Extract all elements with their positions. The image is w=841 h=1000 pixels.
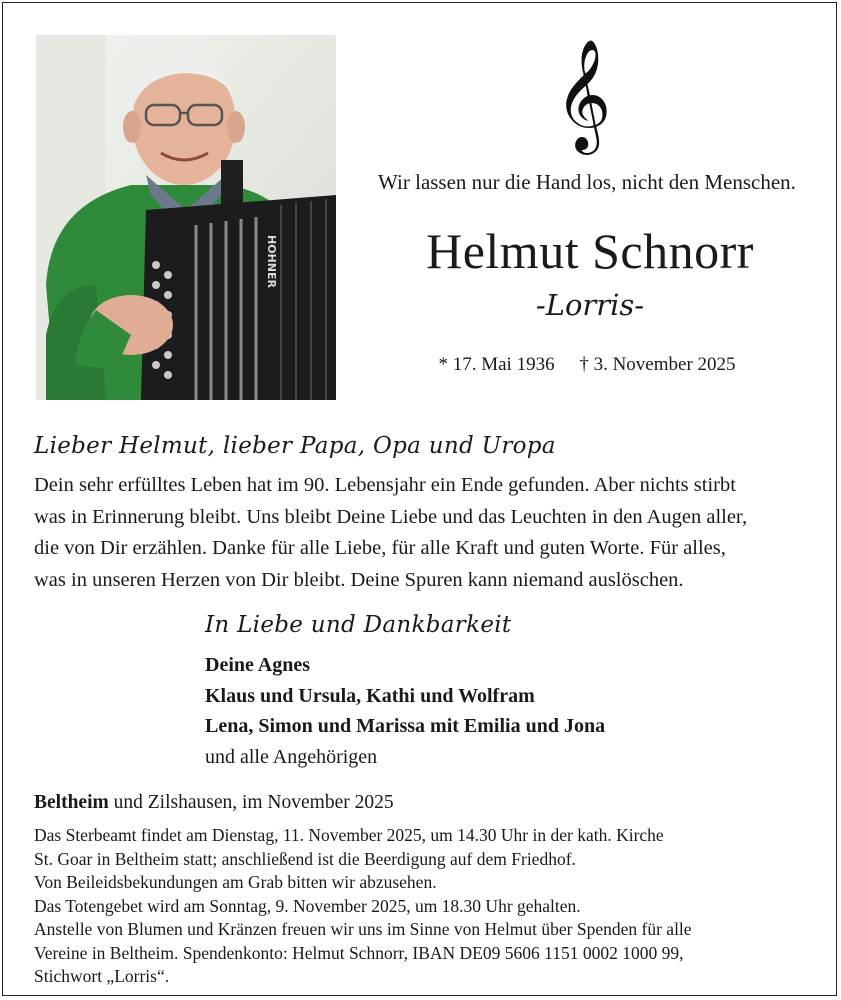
info-line: Stichwort „Lorris“. (34, 966, 170, 986)
message-line: Dein sehr erfülltes Leben hat im 90. Lebensjahr ein Ende gefunden. Aber nichts stirbt (34, 474, 736, 496)
town-name: Beltheim (34, 792, 109, 813)
info-line: Anstelle von Blumen und Kränzen freuen wir uns im Sinne von Helmut über Spenden für alle (34, 919, 692, 939)
motto: Wir lassen nur die Hand los, nicht den Menschen. (378, 170, 796, 194)
place-rest: und Zilshausen, im November 2025 (108, 792, 394, 813)
portrait-illustration (36, 35, 336, 400)
info-line: Vereine in Beltheim. Spendenkonto: Helmut Schnorr, IBAN DE09 5606 1151 0002 1000 99, (34, 942, 684, 963)
message-text (34, 470, 814, 596)
thanks-heading: In Liebe und Dankbarkeit (205, 612, 512, 638)
deceased-name: Helmut Schnorr (426, 223, 754, 279)
family-line: Lena, Simon und Marissa mit Emilia und Jona (205, 715, 606, 737)
treble-clef-icon: 𝄞 (554, 41, 612, 148)
family-line: und alle Angehörigen (205, 745, 378, 768)
family-list (205, 650, 605, 772)
family-line: Klaus und Ursula, Kathi und Wolfram (205, 684, 535, 707)
family-line: Deine Agnes (205, 654, 310, 676)
info-line: Das Sterbeamt findet am Dienstag, 11. November 2025, um 14.30 Uhr in der kath. Kirche (34, 825, 664, 845)
salutation: Lieber Helmut, lieber Papa, Opa und Uropa (34, 433, 556, 459)
accordion-brand-label: HOHNER (265, 235, 278, 288)
life-dates (352, 354, 822, 376)
info-line: Das Totengebet wird am Sonntag, 9. November 2025, um 18.30 Uhr gehalten. (34, 895, 581, 916)
nickname: -Lorris- (535, 288, 645, 322)
message-line: was in Erinnerung bleibt. Uns bleibt Deine Liebe und das Leuchten in den Augen aller, (34, 505, 748, 528)
message-line: was in unseren Herzen von Dir bleibt. Deine Spuren kann niemand auslöschen. (34, 568, 684, 591)
funeral-info (34, 824, 824, 989)
birth-date: * 17. Mai 1936 (438, 354, 555, 375)
message-line: die von Dir erzählen. Danke für alle Liebe, für alle Kraft und guten Worte. Für alles, (34, 537, 726, 559)
death-date: † 3. November 2025 (579, 354, 736, 375)
info-line: St. Goar in Beltheim statt; anschließend ist die Beerdigung auf dem Friedhof. (34, 848, 576, 869)
portrait-photo (36, 35, 336, 400)
place-date (34, 792, 394, 814)
info-line: Von Beileidsbekundungen am Grab bitten wir abzusehen. (34, 872, 437, 892)
